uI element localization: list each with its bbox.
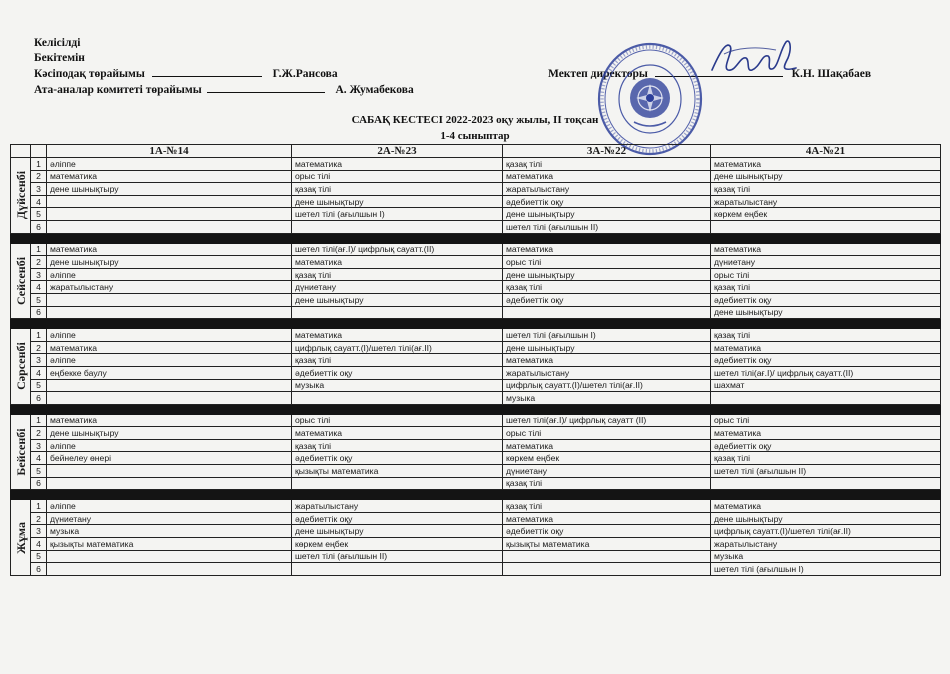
lesson-cell: цифрлық сауатт.(І)/шетел тілі(ағ.ІІ): [503, 379, 711, 392]
lesson-cell: қазақ тілі: [292, 183, 503, 196]
lesson-cell: [503, 550, 711, 563]
director-label: Мектеп директоры: [548, 68, 648, 80]
table-row: [11, 306, 941, 319]
lesson-cell: [711, 477, 941, 490]
lesson-cell: дене шынықтыру: [711, 512, 941, 525]
table-row: [11, 268, 941, 281]
lesson-cell: қазақ тілі: [711, 329, 941, 342]
lesson-cell: әдебиеттік оқу: [503, 525, 711, 538]
lesson-cell: қазақ тілі: [503, 281, 711, 294]
column-header-4a: 4А-№21: [711, 145, 941, 158]
lesson-cell: математика: [711, 500, 941, 513]
schedule-subtitle: 1-4 сыныптар: [440, 130, 510, 142]
table-row: [11, 195, 941, 208]
table-row: [11, 354, 941, 367]
lesson-number: 1: [31, 329, 47, 342]
lesson-cell: орыс тілі: [711, 414, 941, 427]
table-row: [11, 550, 941, 563]
table-row: [11, 500, 941, 513]
day-separator: [11, 233, 941, 243]
lesson-number: 6: [31, 306, 47, 319]
lesson-cell: қазақ тілі: [503, 500, 711, 513]
lesson-cell: шетел тілі(ағ.І)/ цифрлық сауатт.(ІІ): [292, 243, 503, 256]
day-cell: [11, 414, 31, 490]
lesson-cell: әдебиеттік оқу: [711, 439, 941, 452]
lesson-cell: шетел тілі (ағылшын ІІ): [503, 220, 711, 233]
header-day-cell: [11, 145, 31, 158]
lesson-cell: [47, 195, 292, 208]
lesson-cell: [47, 220, 292, 233]
lesson-number: 5: [31, 293, 47, 306]
parents-label: Ата-аналар комитеті төрайымы: [34, 84, 202, 96]
lesson-cell: әліппе: [47, 268, 292, 281]
lesson-cell: әдебиеттік оқу: [292, 366, 503, 379]
lesson-cell: қазақ тілі: [292, 439, 503, 452]
lesson-cell: [47, 550, 292, 563]
lesson-cell: [47, 563, 292, 576]
lesson-cell: [47, 208, 292, 221]
lesson-cell: шахмат: [711, 379, 941, 392]
lesson-cell: шетел тілі (ағылшын І): [711, 563, 941, 576]
lesson-cell: шетел тілі (ағылшын ІІ): [711, 465, 941, 478]
lesson-cell: [292, 563, 503, 576]
day-cell: [11, 329, 31, 405]
lesson-cell: қазақ тілі: [503, 477, 711, 490]
lesson-cell: математика: [503, 512, 711, 525]
lesson-cell: қызықты математика: [292, 465, 503, 478]
lesson-cell: математика: [503, 243, 711, 256]
lesson-cell: қазақ тілі: [711, 281, 941, 294]
table-row: [11, 243, 941, 256]
lesson-cell: математика: [503, 170, 711, 183]
lesson-cell: музыка: [711, 550, 941, 563]
lesson-number: 2: [31, 512, 47, 525]
table-row: [11, 512, 941, 525]
lesson-cell: көркем еңбек: [292, 538, 503, 551]
lesson-cell: орыс тілі: [503, 256, 711, 269]
lesson-cell: [47, 379, 292, 392]
table-row: [11, 293, 941, 306]
lesson-cell: математика: [47, 414, 292, 427]
lesson-cell: әдебиеттік оқу: [711, 354, 941, 367]
schedule-title: САБАҚ КЕСТЕСІ 2022-2023 оқу жылы, ІІ тоқсан: [351, 114, 599, 126]
lesson-number: 5: [31, 465, 47, 478]
lesson-cell: қазақ тілі: [503, 158, 711, 171]
lesson-cell: әдебиеттік оқу: [503, 195, 711, 208]
table-row: [11, 477, 941, 490]
table-row: [11, 183, 941, 196]
table-row: [11, 329, 941, 342]
lesson-cell: әліппе: [47, 439, 292, 452]
day-name: Дүйсенбі: [13, 171, 28, 220]
lesson-number: 3: [31, 525, 47, 538]
table-row: [11, 563, 941, 576]
lesson-cell: жаратылыстану: [711, 195, 941, 208]
parents-signature-line: [207, 82, 325, 93]
lesson-cell: [292, 306, 503, 319]
lesson-cell: жаратылыстану: [503, 183, 711, 196]
table-row: [11, 525, 941, 538]
lesson-number: 4: [31, 195, 47, 208]
lesson-cell: цифрлық сауатт.(І)/шетел тілі(ағ.ІІ): [292, 341, 503, 354]
lesson-cell: дүниетану: [711, 256, 941, 269]
lesson-cell: математика: [292, 427, 503, 440]
day-separator: [11, 319, 941, 329]
separator-cell: [11, 319, 941, 329]
lesson-cell: көркем еңбек: [711, 208, 941, 221]
lesson-cell: әліппе: [47, 354, 292, 367]
lesson-cell: орыс тілі: [503, 427, 711, 440]
lesson-cell: [47, 293, 292, 306]
table-row: [11, 379, 941, 392]
lesson-cell: қызықты математика: [47, 538, 292, 551]
lesson-cell: жаратылыстану: [711, 538, 941, 551]
union-name: Г.Ж.Рансова: [272, 68, 338, 80]
day-name: Жұма: [13, 521, 28, 554]
lesson-cell: әдебиеттік оқу: [711, 293, 941, 306]
lesson-cell: [47, 465, 292, 478]
table-row: [11, 439, 941, 452]
column-header-2a: 2А-№23: [292, 145, 503, 158]
lesson-cell: дене шынықтыру: [711, 170, 941, 183]
day-name: Сейсенбі: [13, 256, 28, 305]
lesson-number: 3: [31, 354, 47, 367]
parents-line: [34, 82, 414, 98]
lesson-cell: музыка: [503, 392, 711, 405]
lesson-cell: дене шынықтыру: [47, 183, 292, 196]
lesson-cell: шетел тілі(ағ.І)/ цифрлық сауатт (ІІ): [503, 414, 711, 427]
lesson-cell: музыка: [47, 525, 292, 538]
lesson-number: 6: [31, 220, 47, 233]
lesson-cell: дене шынықтыру: [292, 293, 503, 306]
lesson-number: 3: [31, 439, 47, 452]
lesson-cell: [503, 563, 711, 576]
lesson-cell: шетел тілі (ағылшын ІІ): [292, 550, 503, 563]
lesson-number: 1: [31, 158, 47, 171]
lesson-cell: қазақ тілі: [292, 354, 503, 367]
day-separator: [11, 490, 941, 500]
lesson-cell: әдебиеттік оқу: [292, 452, 503, 465]
lesson-cell: музыка: [292, 379, 503, 392]
lesson-cell: әдебиеттік оқу: [292, 512, 503, 525]
lesson-cell: әліппе: [47, 500, 292, 513]
lesson-number: 1: [31, 500, 47, 513]
lesson-cell: математика: [47, 341, 292, 354]
lesson-cell: [711, 220, 941, 233]
lesson-number: 2: [31, 341, 47, 354]
lesson-cell: әліппе: [47, 158, 292, 171]
lesson-number: 3: [31, 268, 47, 281]
union-signature-line: [152, 66, 262, 77]
lesson-cell: қазақ тілі: [711, 452, 941, 465]
lesson-cell: [292, 477, 503, 490]
lesson-cell: дене шынықтыру: [503, 341, 711, 354]
lesson-cell: [503, 306, 711, 319]
day-cell: [11, 500, 31, 576]
column-header-1a: 1А-№14: [47, 145, 292, 158]
lesson-cell: шетел тілі(ағ.І)/ цифрлық сауатт.(ІІ): [711, 366, 941, 379]
lesson-cell: дүниетану: [292, 281, 503, 294]
director-signature: [706, 32, 802, 80]
table-row: [11, 220, 941, 233]
lesson-cell: [292, 392, 503, 405]
lesson-number: 1: [31, 243, 47, 256]
separator-cell: [11, 490, 941, 500]
lesson-number: 1: [31, 414, 47, 427]
union-line: [34, 66, 414, 82]
lesson-cell: математика: [711, 341, 941, 354]
separator-cell: [11, 233, 941, 243]
approval-block: [34, 36, 414, 98]
lesson-cell: математика: [292, 158, 503, 171]
lesson-cell: дүниетану: [503, 465, 711, 478]
lesson-cell: математика: [47, 243, 292, 256]
lesson-cell: дүниетану: [47, 512, 292, 525]
lesson-cell: математика: [711, 243, 941, 256]
lesson-number: 5: [31, 208, 47, 221]
schedule-table: [10, 144, 941, 576]
lesson-number: 4: [31, 538, 47, 551]
union-label: Кәсіподақ төрайымы: [34, 68, 145, 80]
day-name: Сәрсенбі: [13, 342, 28, 391]
column-header-3a: 3А-№22: [503, 145, 711, 158]
lesson-cell: шетел тілі (ағылшын І): [503, 329, 711, 342]
table-row: [11, 465, 941, 478]
day-separator: [11, 404, 941, 414]
lesson-number: 5: [31, 550, 47, 563]
lesson-cell: математика: [711, 427, 941, 440]
lesson-number: 4: [31, 452, 47, 465]
lesson-cell: көркем еңбек: [503, 452, 711, 465]
lesson-cell: [292, 220, 503, 233]
lesson-cell: дене шынықтыру: [292, 525, 503, 538]
lesson-cell: орыс тілі: [292, 414, 503, 427]
lesson-cell: дене шынықтыру: [47, 427, 292, 440]
lesson-cell: [47, 306, 292, 319]
lesson-cell: жаратылыстану: [292, 500, 503, 513]
lesson-number: 6: [31, 477, 47, 490]
table-row: [11, 538, 941, 551]
lesson-number: 3: [31, 183, 47, 196]
lesson-number: 4: [31, 366, 47, 379]
lesson-cell: цифрлық сауатт.(І)/шетел тілі(ағ.ІІ): [711, 525, 941, 538]
lesson-cell: математика: [47, 170, 292, 183]
lesson-cell: қазақ тілі: [711, 183, 941, 196]
lesson-cell: математика: [503, 354, 711, 367]
lesson-cell: дене шынықтыру: [503, 208, 711, 221]
lesson-cell: жаратылыстану: [503, 366, 711, 379]
lesson-cell: шетел тілі (ағылшын І): [292, 208, 503, 221]
table-row: [11, 366, 941, 379]
lesson-number: 6: [31, 392, 47, 405]
schedule-body: [11, 158, 941, 576]
lesson-cell: еңбекке баулу: [47, 366, 292, 379]
lesson-number: 5: [31, 379, 47, 392]
lesson-cell: дене шынықтыру: [711, 306, 941, 319]
lesson-cell: дене шынықтыру: [503, 268, 711, 281]
table-header-row: [11, 145, 941, 158]
parents-name: А. Жумабекова: [335, 84, 414, 96]
director-name: К.Н. Шақабаев: [791, 68, 872, 80]
lesson-number: 2: [31, 427, 47, 440]
lesson-cell: әдебиеттік оқу: [503, 293, 711, 306]
day-name: Бейсенбі: [13, 428, 28, 476]
lesson-cell: жаратылыстану: [47, 281, 292, 294]
approved-label: Бекітемін: [34, 52, 85, 64]
lesson-cell: [711, 392, 941, 405]
lesson-cell: орыс тілі: [711, 268, 941, 281]
table-row: [11, 414, 941, 427]
lesson-cell: әліппе: [47, 329, 292, 342]
lesson-number: 4: [31, 281, 47, 294]
table-row: [11, 281, 941, 294]
lesson-number: 2: [31, 170, 47, 183]
separator-cell: [11, 404, 941, 414]
table-row: [11, 208, 941, 221]
header-num-cell: [31, 145, 47, 158]
table-row: [11, 341, 941, 354]
table-row: [11, 158, 941, 171]
lesson-cell: [47, 392, 292, 405]
lesson-cell: математика: [711, 158, 941, 171]
lesson-cell: дене шынықтыру: [47, 256, 292, 269]
lesson-cell: математика: [292, 329, 503, 342]
lesson-cell: [47, 477, 292, 490]
lesson-number: 6: [31, 563, 47, 576]
table-row: [11, 427, 941, 440]
table-row: [11, 392, 941, 405]
table-row: [11, 256, 941, 269]
lesson-cell: қызықты математика: [503, 538, 711, 551]
lesson-cell: қазақ тілі: [292, 268, 503, 281]
table-row: [11, 452, 941, 465]
lesson-number: 2: [31, 256, 47, 269]
lesson-cell: орыс тілі: [292, 170, 503, 183]
agreed-label: Келісілді: [34, 37, 81, 49]
lesson-cell: математика: [503, 439, 711, 452]
lesson-cell: бейнелеу өнері: [47, 452, 292, 465]
day-cell: [11, 243, 31, 319]
table-row: [11, 170, 941, 183]
lesson-cell: математика: [292, 256, 503, 269]
day-cell: [11, 158, 31, 234]
lesson-cell: дене шынықтыру: [292, 195, 503, 208]
